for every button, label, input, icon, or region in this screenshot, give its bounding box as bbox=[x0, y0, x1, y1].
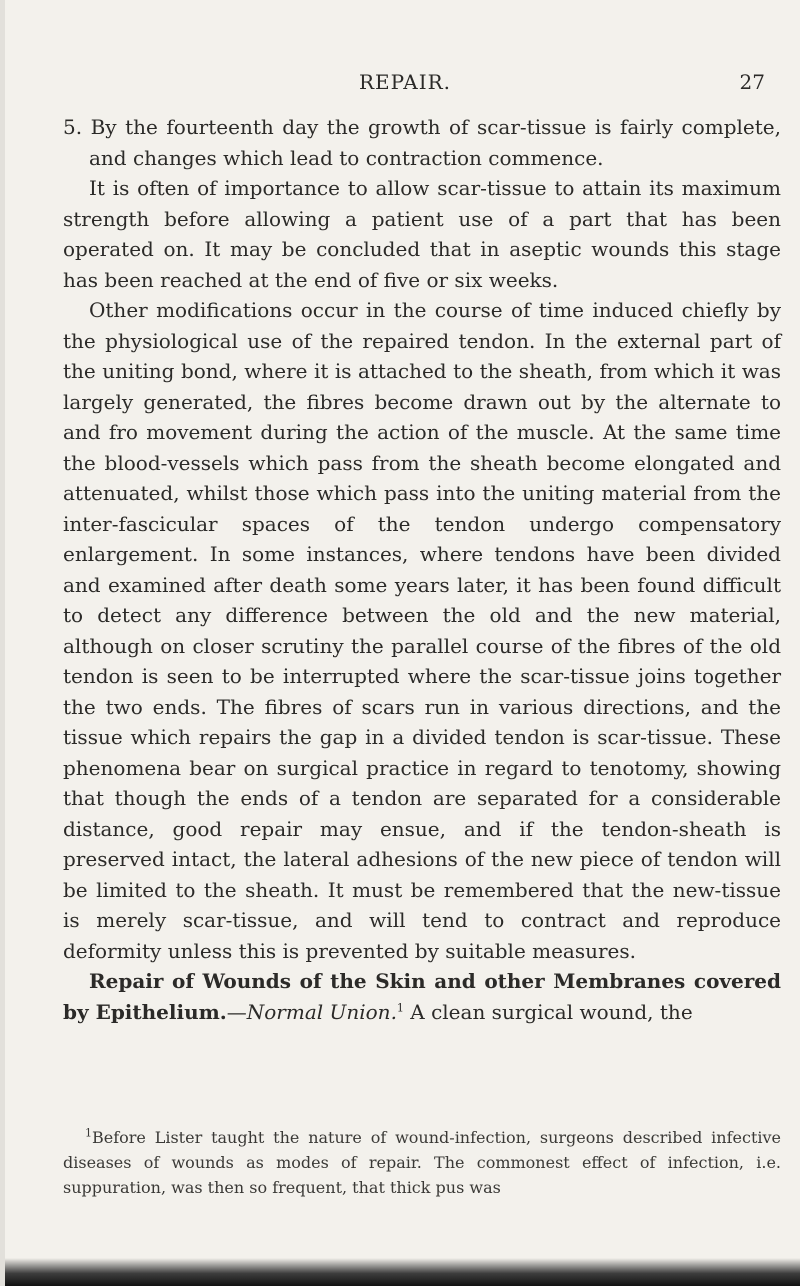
footnote-reference: 1 bbox=[396, 1000, 404, 1014]
scan-bottom-edge bbox=[5, 1258, 800, 1286]
footnote-marker: 1 bbox=[85, 1126, 92, 1140]
running-head bbox=[5, 70, 800, 94]
body-text bbox=[63, 112, 781, 1027]
paragraph-2: It is often of importance to allow scar-tissue to attain its maximum strength before allowing a patient use of a part that has been operated on. It may be concluded that in aseptic wounds this stage has been reached at the end of five or six weeks. bbox=[63, 176, 781, 292]
footnote bbox=[63, 1125, 781, 1200]
footnote-body: Before Lister taught the nature of wound-infection, surgeons described infective diseases of wounds as modes of repair. The commonest effect of infection, i.e. suppuration, was then so frequent, that thick pus was bbox=[63, 1128, 781, 1197]
paragraph-3: Other modifications occur in the course of time induced chiefly by the physiological use of the repaired tendon. In the external part of the uniting bond, where it is attached to the sheath, from which it was largely generated, the fibres become drawn out by the alternate to and fro movement during the action of the muscle. At the same time the blood-vessels which pass from the sheath become elongated and attenuated, whilst those which pass into the uniting material from the inter-fascicular spaces of the tendon undergo compensatory enlargement. In some instances, where tendons have been divided and examined after death some years later, it has been found difficult to detect any difference between the old and the new material, although on closer scrutiny the parallel course of the fibres of the old tendon is seen to be interrupted where the scar-tissue joins together the two ends. The fibres of scars run in various directions, and the tissue which repairs the gap in a divided tendon is scar-tissue. These phenomena bear on surgical practice in regard to tenotomy, showing that though the ends of a tendon are separated for a considerable distance, good repair may ensue, and if the tendon-sheath is preserved intact, the lateral adhesions of the new piece of tendon will be limited to the sheath. It must be remembered that the new-tissue is merely scar-tissue, and will tend to contract and reproduce deformity unless this is prevented by suitable measures. bbox=[63, 298, 781, 963]
paragraph-1: 5. By the fourteenth day the growth of scar-tissue is fairly complete, and changes which lead to contraction commence. bbox=[63, 115, 781, 170]
heading-dash: — bbox=[226, 999, 247, 1024]
running-title: REPAIR. bbox=[358, 70, 452, 94]
footnote-text bbox=[63, 1125, 781, 1200]
page-number: 27 bbox=[739, 70, 765, 94]
section-heading: Repair of Wounds of the Skin and other Membranes covered by Epithelium. bbox=[63, 969, 781, 1024]
subheading: Normal Union. bbox=[246, 999, 397, 1024]
paragraph-4 bbox=[63, 966, 781, 1027]
paragraph-4-text: A clean surgical wound, the bbox=[403, 999, 693, 1024]
